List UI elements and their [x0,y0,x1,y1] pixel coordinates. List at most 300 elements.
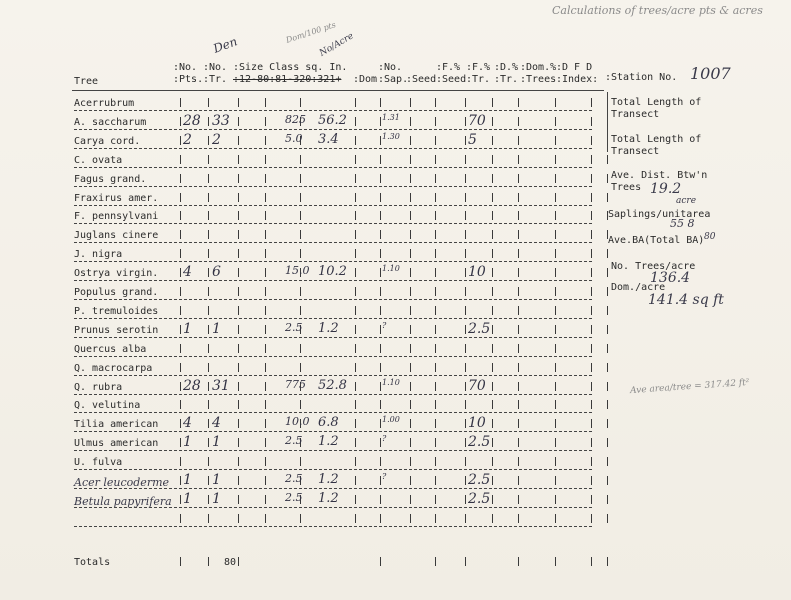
ave-dist-value: 19.2 [650,181,682,197]
row-rule [74,450,592,451]
column-divider [518,495,519,504]
row-rule [74,469,592,470]
column-divider [380,98,381,107]
column-divider [380,344,381,353]
column-divider [300,363,301,372]
column-divider [435,98,436,107]
column-divider [518,514,519,523]
column-divider [492,174,493,183]
column-divider [238,495,239,504]
column-divider [238,400,239,409]
column-divider [238,136,239,145]
column-divider [591,438,592,447]
column-divider [265,325,266,334]
column-divider [238,287,239,296]
cell-fseed: 10 [468,264,486,280]
column-divider [380,306,381,315]
side-rule [607,92,608,152]
row-rule [74,110,592,111]
tree-name: Ostrya virgin. [74,268,159,279]
column-divider [265,306,266,315]
cell-fseed: 70 [468,113,486,129]
cell-sap: ? [382,434,387,443]
column-divider [607,155,608,164]
column-divider [180,98,181,107]
column-divider [208,325,209,334]
no-acre-annotation: No/Acre [318,31,356,59]
column-divider [355,344,356,353]
column-divider [591,363,592,372]
row-rule [74,412,592,413]
column-divider [300,230,301,239]
cell-size: 2.5 [285,472,303,485]
column-divider [555,438,556,447]
column-divider [265,98,266,107]
column-divider [208,400,209,409]
column-divider [607,438,608,447]
column-divider [518,268,519,277]
column-divider [492,344,493,353]
tree-name: J. nigra [74,249,123,260]
column-divider [265,155,266,164]
totals-bar [380,557,381,566]
column-divider [492,211,493,220]
column-divider [465,457,466,466]
column-divider [300,155,301,164]
column-divider [265,457,266,466]
dom-acre-label: Dom./acre [611,282,666,293]
column-divider [518,438,519,447]
column-divider [300,211,301,220]
column-divider [607,344,608,353]
column-divider [355,136,356,145]
column-divider [208,136,209,145]
tree-name: A. saccharum [74,117,147,128]
column-divider [465,98,466,107]
row-rule [74,205,592,206]
column-divider [591,344,592,353]
cell-size: 775 [285,378,306,391]
column-divider [492,249,493,258]
totals-bar [607,557,608,566]
column-divider [591,400,592,409]
column-divider [518,287,519,296]
column-divider [265,249,266,258]
cell-fseed: 10 [468,415,486,431]
column-divider [180,438,181,447]
column-divider [180,174,181,183]
row-rule [74,318,592,319]
cell-tr: 1 [212,434,221,450]
column-divider [238,457,239,466]
tree-name: Populus grand. [74,287,159,298]
column-divider [380,495,381,504]
column-divider [555,117,556,126]
column-divider [380,174,381,183]
column-divider [435,249,436,258]
column-divider [180,400,181,409]
column-divider [208,117,209,126]
column-divider [465,136,466,145]
column-divider [555,400,556,409]
cell-sap: ? [382,321,387,330]
column-divider [555,457,556,466]
column-divider [238,155,239,164]
column-divider [238,174,239,183]
row-rule [74,375,592,376]
column-divider [518,249,519,258]
col-header-df-index: :D F D :Index: [556,62,599,85]
totals-bar [208,557,209,566]
column-divider [607,514,608,523]
column-divider [555,287,556,296]
column-divider [518,419,519,428]
column-divider [265,382,266,391]
col-header-size-ranges: :12-80:81-320:321+ [233,74,342,85]
cell-pts: 28 [183,113,201,129]
column-divider [265,211,266,220]
column-divider [355,514,356,523]
column-divider [355,382,356,391]
column-divider [465,438,466,447]
column-divider [607,457,608,466]
column-divider [238,476,239,485]
column-divider [180,325,181,334]
column-divider [380,249,381,258]
column-divider [492,136,493,145]
row-rule [74,186,592,187]
totals-bar [555,557,556,566]
column-divider [355,249,356,258]
col-header-no-sap: :No. :Sap. [378,62,409,85]
no-trees-label: No. Trees/acre [611,261,696,272]
column-divider [435,495,436,504]
column-divider [380,117,381,126]
column-divider [265,136,266,145]
column-divider [518,98,519,107]
column-divider [208,514,209,523]
column-divider [208,211,209,220]
column-divider [380,400,381,409]
column-divider [465,400,466,409]
column-divider [492,98,493,107]
cell-sap: 1.10 [382,264,400,273]
dom-100-annotation: Dom/100 pts [284,20,337,45]
column-divider [380,287,381,296]
cell-size: 825 [285,113,306,126]
column-divider [555,268,556,277]
column-divider [465,363,466,372]
cell-dom: 1.2 [318,434,339,449]
cell-pts: 1 [183,321,192,337]
column-divider [180,136,181,145]
column-divider [180,287,181,296]
totals-bar [518,557,519,566]
column-divider [518,457,519,466]
column-divider [492,268,493,277]
column-divider [518,193,519,202]
column-divider [180,495,181,504]
row-rule [74,148,592,149]
column-divider [380,457,381,466]
column-divider [238,382,239,391]
column-divider [435,400,436,409]
column-divider [238,117,239,126]
tree-name: C. ovata [74,155,123,166]
column-divider [465,344,466,353]
totals-bar [180,557,181,566]
column-divider [300,514,301,523]
column-divider [208,344,209,353]
column-divider [435,193,436,202]
column-divider [591,98,592,107]
column-divider [355,400,356,409]
column-divider [591,514,592,523]
column-divider [591,230,592,239]
column-divider [492,325,493,334]
column-divider [265,400,266,409]
col-header-seed: :Seed [406,74,437,85]
column-divider [380,268,381,277]
row-rule [74,488,592,489]
den-annotation: Den [211,34,240,56]
column-divider [238,268,239,277]
column-divider [410,344,411,353]
cell-pts: 1 [183,434,192,450]
column-divider [591,495,592,504]
cell-dom: 6.8 [318,415,339,430]
column-divider [355,230,356,239]
column-divider [518,174,519,183]
no-trees-value: 136.4 [650,270,691,286]
saplings-label: Saplings/unitarea [608,209,711,220]
row-rule [74,356,592,357]
column-divider [435,211,436,220]
column-divider [591,211,592,220]
column-divider [591,174,592,183]
column-divider [380,230,381,239]
tree-name: Quercus alba [74,344,147,355]
column-divider [208,419,209,428]
header-rule [72,90,604,91]
column-divider [410,136,411,145]
column-divider [208,495,209,504]
column-divider [435,438,436,447]
column-divider [435,136,436,145]
column-divider [410,476,411,485]
col-header-tree: Tree [74,76,99,87]
column-divider [380,438,381,447]
column-divider [265,438,266,447]
column-divider [591,193,592,202]
column-divider [518,363,519,372]
column-divider [410,325,411,334]
column-divider [518,117,519,126]
column-divider [492,117,493,126]
column-divider [355,419,356,428]
row-rule [74,394,592,395]
column-divider [492,495,493,504]
column-divider [465,382,466,391]
cell-dom: 1.2 [318,321,339,336]
cell-tr: 4 [212,415,221,431]
tree-name: Tilia american [74,419,159,430]
column-divider [591,325,592,334]
column-divider [355,98,356,107]
column-divider [355,174,356,183]
cell-tr: 1 [212,472,221,488]
cell-tr: 1 [212,491,221,507]
cell-fseed: 5 [468,132,477,148]
column-divider [492,476,493,485]
column-divider [607,400,608,409]
column-divider [555,419,556,428]
cell-size: 2.5 [285,321,303,334]
column-divider [435,117,436,126]
column-divider [435,174,436,183]
column-divider [518,476,519,485]
column-divider [555,325,556,334]
column-divider [591,287,592,296]
column-divider [591,419,592,428]
column-divider [300,174,301,183]
column-divider [465,306,466,315]
row-rule [74,526,592,527]
column-divider [355,457,356,466]
column-divider [180,230,181,239]
cell-dom: 3.4 [318,132,339,147]
column-divider [380,382,381,391]
column-divider [208,98,209,107]
column-divider [465,514,466,523]
column-divider [265,268,266,277]
column-divider [465,268,466,277]
column-divider [180,457,181,466]
column-divider [465,174,466,183]
column-divider [435,268,436,277]
column-divider [435,514,436,523]
row-rule [74,507,592,508]
column-divider [555,98,556,107]
column-divider [607,495,608,504]
row-rule [74,280,592,281]
column-divider [591,249,592,258]
column-divider [180,268,181,277]
column-divider [300,98,301,107]
column-divider [410,268,411,277]
col-header-size-class: :Size Class sq. In. [233,62,348,73]
tree-name: Betula papyrifera [74,495,172,508]
column-divider [465,193,466,202]
totals-label: Totals [74,557,111,568]
column-divider [492,400,493,409]
column-divider [355,363,356,372]
column-divider [380,476,381,485]
column-divider [208,174,209,183]
station-label: :Station No. [605,72,678,83]
column-divider [238,363,239,372]
column-divider [180,382,181,391]
column-divider [435,230,436,239]
cell-fseed: 70 [468,378,486,394]
col-header-f-tr: :F.% :Tr. [466,62,491,85]
tree-name: Juglans cinere [74,230,159,241]
row-rule [74,223,592,224]
column-divider [410,457,411,466]
column-divider [300,249,301,258]
total-length-label-1: Total Length of Transect [611,97,702,120]
cell-tr: 31 [212,378,230,394]
cell-dom: 1.2 [318,491,339,506]
column-divider [208,476,209,485]
column-divider [410,363,411,372]
column-divider [410,306,411,315]
cell-size: 10.0 [285,415,310,428]
column-divider [410,287,411,296]
cell-sap: 1.00 [382,415,400,424]
cell-pts: 28 [183,378,201,394]
column-divider [492,363,493,372]
row-rule [74,167,592,168]
column-divider [380,419,381,428]
header-note: Calculations of trees/acre pts & acres [552,4,763,17]
column-divider [410,382,411,391]
column-divider [355,306,356,315]
column-divider [555,193,556,202]
column-divider [492,382,493,391]
dom-acre-value: 141.4 sq ft [648,292,724,308]
tree-name: Prunus serotin [74,325,159,336]
column-divider [591,117,592,126]
saplings-value: 55 8 [670,217,695,230]
column-divider [435,287,436,296]
ave-dist-label: Ave. Dist. Btw'n Trees [611,170,708,193]
cell-pts: 1 [183,491,192,507]
column-divider [518,136,519,145]
column-divider [465,419,466,428]
column-divider [607,193,608,202]
column-divider [591,155,592,164]
cell-fseed: 2.5 [468,491,491,507]
tree-name: Q. macrocarpa [74,363,153,374]
col-header-dom-trees: :Dom.% :Trees [520,62,557,85]
cell-tr: 1 [212,321,221,337]
tree-name: Fagus grand. [74,174,147,185]
cell-pts: 2 [183,132,192,148]
column-divider [492,457,493,466]
col-header-dom: :Dom [353,74,378,85]
column-divider [555,382,556,391]
column-divider [180,476,181,485]
column-divider [492,155,493,164]
column-divider [555,174,556,183]
column-divider [492,306,493,315]
column-divider [238,438,239,447]
column-divider [355,325,356,334]
cell-pts: 4 [183,264,192,280]
tree-name: Acer leucoderme [74,476,170,489]
cell-tr: 33 [212,113,230,129]
column-divider [465,155,466,164]
column-divider [238,306,239,315]
column-divider [555,495,556,504]
totals-tr: 80 [224,557,237,568]
column-divider [435,363,436,372]
column-divider [238,419,239,428]
column-divider [555,344,556,353]
column-divider [518,344,519,353]
column-divider [607,306,608,315]
